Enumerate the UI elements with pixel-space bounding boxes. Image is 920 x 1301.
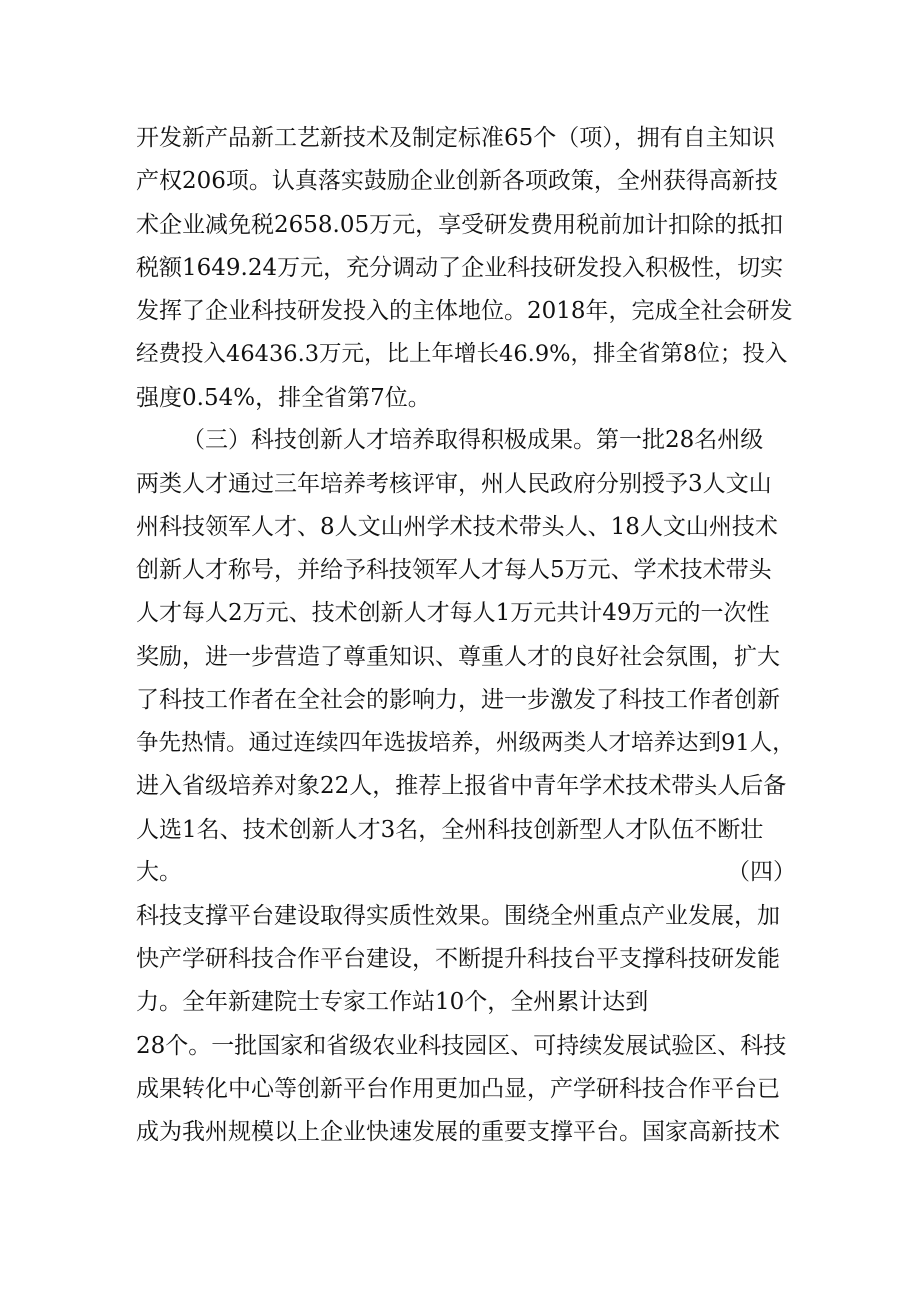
text-line: 州科技领军人才、8人文山州学术技术带头人、18人文山州技术 — [136, 514, 778, 540]
text-line: 成为我州规模以上企业快速发展的重要支撑平台。国家高新技术 — [136, 1119, 780, 1145]
text-line: 成果转化中心等创新平台作用更加凸显，产学研科技合作平台已 — [136, 1076, 780, 1102]
text-line: 进入省级培养对象22人，推荐上报省中青年学术技术带头人后备 — [136, 773, 787, 799]
section-number-text: （四） — [727, 859, 796, 885]
text-line: 产权206项。认真落实鼓励企业创新各项政策，全州获得高新技 — [136, 168, 778, 194]
text-line: 创新人才称号，并给予科技领军人才每人5万元、学术技术带头 — [136, 557, 772, 583]
text-line: 快产学研科技合作平台建设，不断提升科技台平支撑科技研发能 — [136, 946, 780, 972]
text-line: 奖励，进一步营造了尊重知识、尊重人才的良好社会氛围，扩大 — [136, 644, 780, 670]
text-line: 科技支撑平台建设取得实质性效果。围绕全州重点产业发展，加 — [136, 903, 780, 929]
text-line: 了科技工作者在全社会的影响力，进一步激发了科技工作者创新 — [136, 687, 780, 713]
text-line: 两类人才通过三年培养考核评审，州人民政府分别授予3人文山 — [136, 471, 772, 497]
text-line: 28个。一批国家和省级农业科技园区、可持续发展试验区、科技 — [136, 1033, 787, 1059]
text-line: 开发新产品新工艺新技术及制定标准65个（项），拥有自主知识 — [136, 125, 775, 151]
text-line: 强度0.54%，排全省第7位。 — [136, 385, 431, 411]
text-line: 争先热情。通过连续四年选拔培养，州级两类人才培养达到91人， — [136, 730, 795, 756]
text-line-split — [136, 857, 796, 887]
text-line: 人选1名、技术创新人才3名，全州科技创新型人才队伍不断壮 — [136, 817, 764, 843]
text-line: 税额1649.24万元，充分调动了企业科技研发投入积极性，切实 — [136, 255, 784, 281]
text-line: 力。全年新建院士专家工作站10个，全州累计达到 — [136, 989, 649, 1015]
line-start-text: 大。 — [136, 859, 182, 885]
text-line: 发挥了企业科技研发投入的主体地位。2018年，完成全社会研发 — [136, 298, 793, 324]
text-line: 人才每人2万元、技术创新人才每人1万元共计49万元的一次性 — [136, 600, 770, 626]
text-line: 术企业减免税2658.05万元，享受研发费用税前加计扣除的抵扣 — [136, 212, 784, 238]
paragraph-first-line: （三）科技创新人才培养取得积极成果。第一批28名州级 — [182, 427, 764, 453]
text-line: 经费投入46436.3万元，比上年增长46.9%，排全省第8位；投入 — [136, 341, 788, 367]
